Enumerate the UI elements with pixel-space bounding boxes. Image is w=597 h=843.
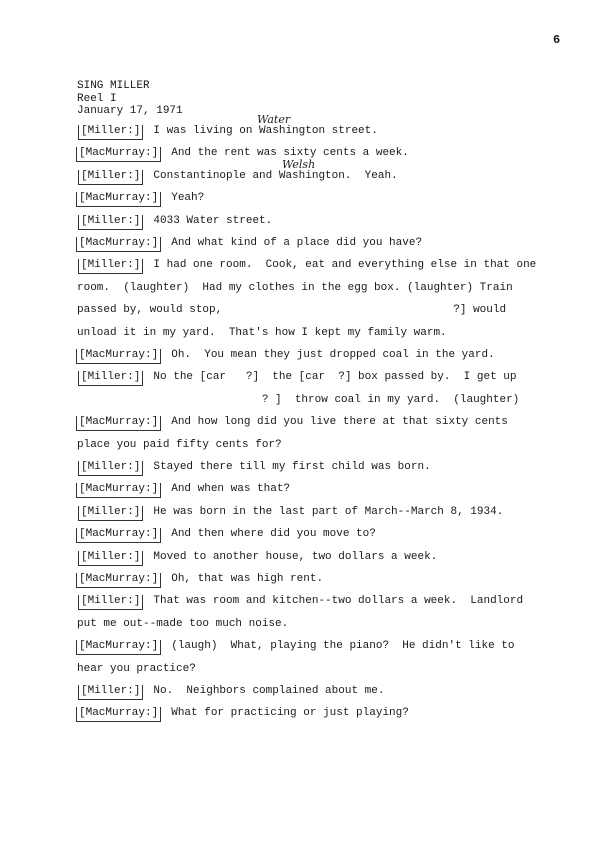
utterance-text: passed by, would stop, ?] would (77, 304, 507, 317)
transcript-line (78, 595, 523, 610)
speaker-label: [Miller:] (78, 170, 143, 185)
utterance-text: Constantinople and Washington. Yeah. (153, 169, 398, 182)
transcript-line (76, 237, 422, 252)
utterance-text: put me out--made too much noise. (77, 617, 289, 630)
utterance-text: No. Neighbors complained about me. (153, 685, 385, 697)
transcript-line (76, 640, 514, 655)
utterance-text: No the [car ?] the [car ?] box passed by. I get up (153, 371, 517, 384)
utterance-text: hear you practice? (77, 662, 196, 675)
utterance-text: Stayed there till my first child was born. (153, 461, 431, 473)
utterance-text: That was room and kitchen--two dollars a week. Landlord (153, 595, 524, 608)
utterance-text: room. (laughter) Had my clothes in the egg box. (laughter) Train (77, 281, 513, 294)
interviewee-name: SING MILLER (77, 80, 150, 92)
utterance-text: place you paid fifty cents for? (77, 438, 282, 451)
speaker-label: [Miller:] (78, 506, 143, 521)
speaker-label: [Miller:] (78, 215, 143, 230)
transcript-line (78, 461, 431, 476)
speaker-label: [Miller:] (78, 461, 143, 476)
utterance-text: I was living on Washington street. (153, 125, 378, 137)
speaker-label: [MacMurray:] (76, 573, 161, 588)
transcript-line (78, 259, 536, 274)
transcript-line (76, 349, 495, 364)
interview-date: January 17, 1971 (77, 105, 183, 117)
speaker-label: [Miller:] (78, 595, 143, 610)
utterance-text: ? ] throw coal in my yard. (laughter) (77, 393, 520, 406)
speaker-label: [MacMurray:] (76, 349, 161, 364)
reel-label: Reel I (77, 92, 117, 105)
transcript-line (76, 483, 290, 498)
utterance-text: (laugh) What, playing the piano? He didn't like to (171, 640, 515, 653)
transcript-line (77, 394, 519, 407)
transcript-line (78, 125, 378, 140)
speaker-label: [Miller:] (78, 551, 143, 566)
transcript-line (76, 192, 204, 207)
handwritten-note-welsh: Welsh (282, 158, 316, 171)
utterance-text: I had one room. Cook, eat and everything else in that one (153, 259, 537, 272)
handwritten-note-water: Water (257, 113, 291, 126)
utterance-text: And the rent was sixty cents a week. (171, 147, 409, 160)
utterance-text: He was born in the last part of March--March 8, 1934. (153, 505, 504, 518)
speaker-label: [MacMurray:] (76, 707, 161, 722)
transcript-line (78, 685, 384, 700)
transcript-line (76, 707, 409, 722)
utterance-text: unload it in my yard. That's how I kept my family warm. (77, 326, 447, 339)
transcript-line (76, 147, 409, 162)
document-header (77, 80, 183, 118)
speaker-label: [Miller:] (78, 259, 143, 274)
speaker-label: [Miller:] (78, 371, 143, 386)
utterance-text: Yeah? (171, 192, 205, 205)
transcript-line (78, 170, 398, 185)
transcript-line (77, 439, 282, 452)
transcript-line (77, 304, 506, 317)
transcript-line (76, 573, 323, 588)
transcript-line (78, 215, 272, 230)
transcript-line (76, 528, 376, 543)
speaker-label: [MacMurray:] (76, 528, 161, 543)
transcript-line (78, 371, 516, 386)
speaker-label: [MacMurray:] (76, 416, 161, 431)
transcript-line (77, 282, 513, 295)
page-number: 6 (553, 33, 561, 47)
utterance-text: 4033 Water street. (153, 214, 273, 227)
speaker-label: [Miller:] (78, 125, 143, 140)
utterance-text: And when was that? (171, 483, 291, 496)
speaker-label: [MacMurray:] (76, 147, 161, 162)
transcript-line (77, 618, 288, 631)
transcript-line (76, 416, 508, 431)
utterance-text: Oh. You mean they just dropped coal in the yard. (171, 349, 495, 361)
utterance-text: And how long did you live there at that sixty cents (171, 416, 508, 429)
utterance-text: And what kind of a place did you have? (171, 237, 423, 249)
utterance-text: Moved to another house, two dollars a week. (153, 550, 438, 563)
speaker-label: [MacMurray:] (76, 483, 161, 498)
speaker-label: [MacMurray:] (76, 640, 161, 655)
transcript-line (77, 663, 196, 676)
utterance-text: Oh, that was high rent. (171, 573, 324, 585)
transcript-line (77, 327, 447, 340)
speaker-label: [MacMurray:] (76, 192, 161, 207)
speaker-label: [Miller:] (78, 685, 143, 700)
transcript-line (78, 506, 503, 521)
transcript-line (78, 551, 437, 566)
utterance-text: And then where did you move to? (171, 528, 376, 541)
utterance-text: What for practicing or just playing? (171, 707, 409, 720)
speaker-label: [MacMurray:] (76, 237, 161, 252)
